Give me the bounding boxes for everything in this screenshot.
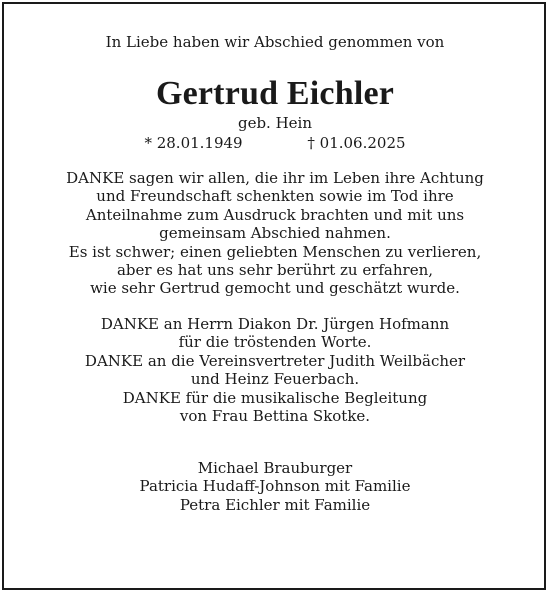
thanks-line: Es ist schwer; einen geliebten Menschen zu verlieren, — [68, 242, 482, 261]
signer-name: Petra Eichler mit Familie — [179, 495, 371, 514]
thanks-line: DANKE an Herrn Diakon Dr. Jürgen Hofmann — [100, 315, 450, 333]
signers-list — [0, 459, 550, 514]
signer-name: Michael Brauburger — [197, 459, 353, 477]
thanks-line: DANKE sagen wir allen, die ihr im Leben ihre Achtung — [66, 169, 484, 187]
death-date: † 01.06.2025 — [307, 134, 406, 152]
birth-date: * 28.01.1949 — [144, 134, 243, 152]
thanks-line: gemeinsam Abschied nahmen. — [159, 224, 391, 243]
thanks-line: von Frau Bettina Skotke. — [179, 407, 371, 426]
thanks-line: und Freundschaft schenkten sowie im Tod ihre — [96, 187, 454, 206]
thanks-line: und Heinz Feuerbach. — [190, 370, 360, 389]
thanks-paragraph-general — [0, 169, 550, 298]
thanks-line: DANKE an die Vereinsvertreter Judith Weilbächer — [84, 351, 466, 370]
deceased-name: Gertrud Eichler — [155, 75, 395, 112]
life-dates — [0, 134, 550, 152]
intro-line: In Liebe haben wir Abschied genommen von — [105, 33, 445, 51]
thanks-paragraph-persons — [0, 315, 550, 425]
thanks-line: für die tröstenden Worte. — [178, 333, 372, 352]
maiden-name: geb. Hein — [237, 114, 313, 132]
thanks-line: Anteilnahme zum Ausdruck brachten und mit uns — [85, 205, 465, 224]
thanks-line: wie sehr Gertrud gemocht und geschätzt wurde. — [90, 279, 460, 298]
thanks-line: DANKE für die musikalische Begleitung — [122, 388, 428, 407]
signer-name: Patricia Hudaff-Johnson mit Familie — [139, 477, 411, 496]
thanks-line: aber es hat uns sehr berührt zu erfahren, — [116, 261, 433, 280]
